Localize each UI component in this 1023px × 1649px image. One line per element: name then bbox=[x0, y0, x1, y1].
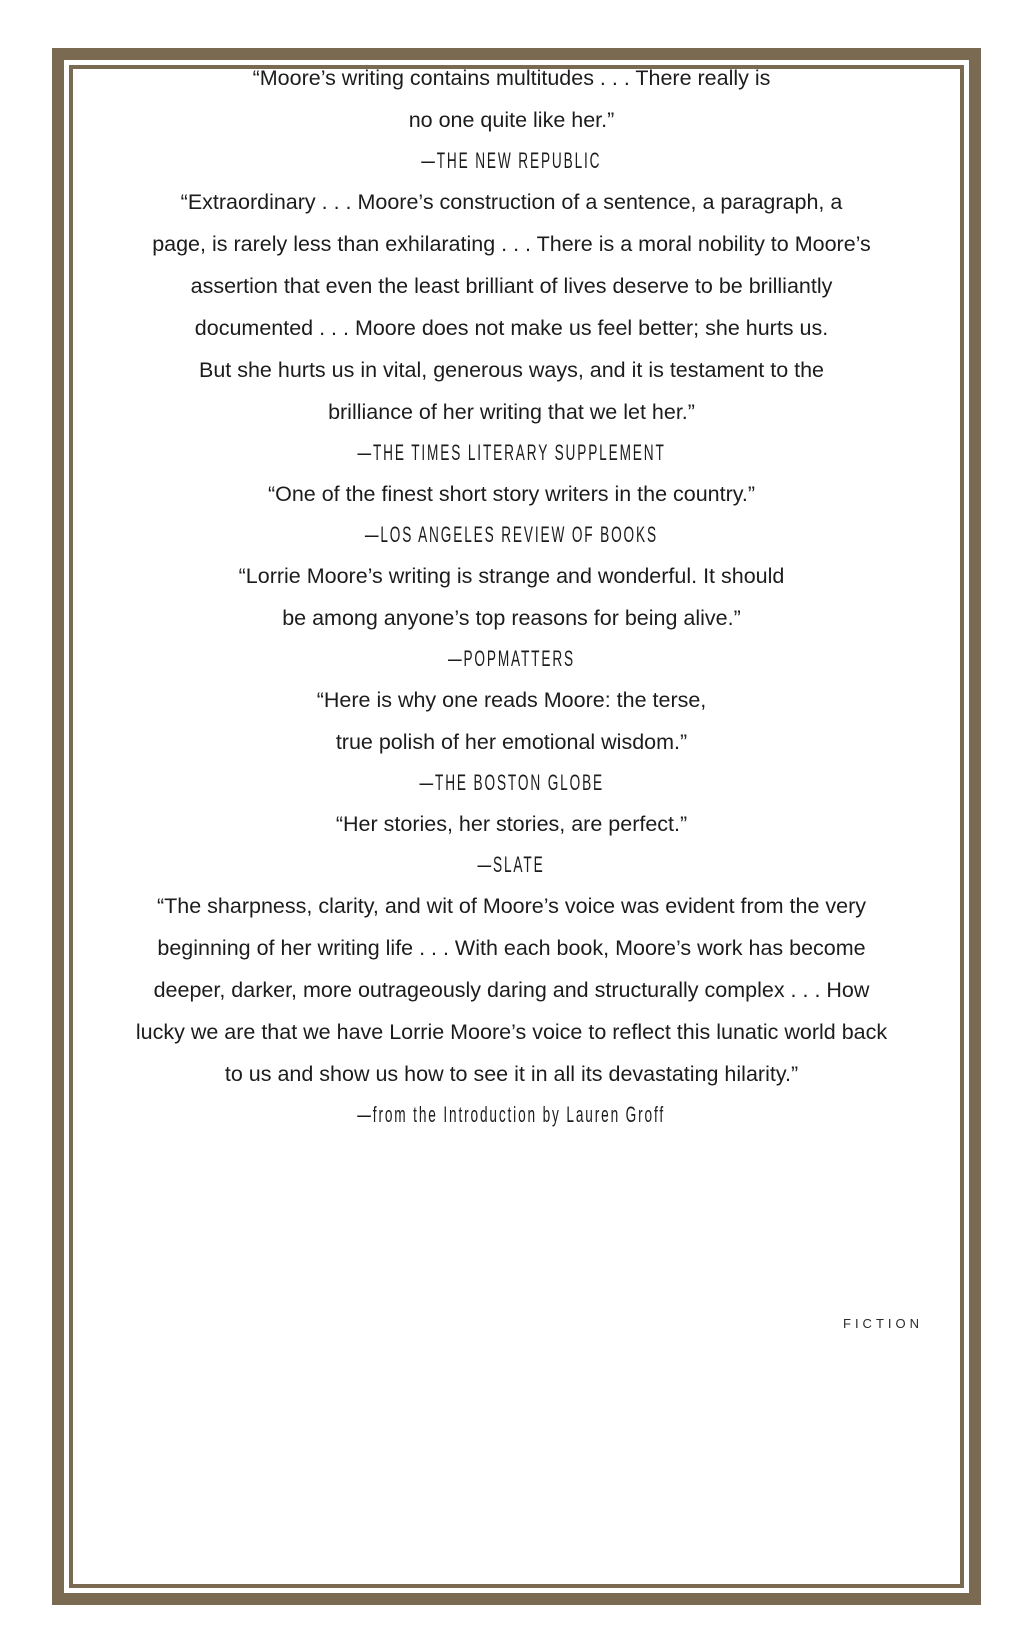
blurb-attribution: —THE BOSTON GLOBE bbox=[419, 770, 604, 795]
blurb-quote: “Here is why one reads Moore: the terse, true polish of her emotional wisdom.” bbox=[316, 688, 707, 754]
blurb-attribution: —from the Introduction by Lauren Groff bbox=[357, 1102, 666, 1127]
praise-section bbox=[60, 57, 963, 1135]
blurb-attribution: —POPMATTERS bbox=[447, 646, 576, 671]
blurb-times-literary-supplement bbox=[60, 181, 963, 473]
category-label: FICTION bbox=[843, 1316, 923, 1331]
blurb-attribution: —THE NEW REPUBLIC bbox=[421, 148, 602, 173]
blurb-popmatters bbox=[60, 555, 963, 679]
blurb-quote: “Moore’s writing contains multitudes . . . There really is no one quite like her.” bbox=[252, 66, 771, 132]
blurb-boston-globe bbox=[60, 679, 963, 803]
blurb-quote: “Extraordinary . . . Moore’s construction of a sentence, a paragraph, a page, is rarely less than exhilarating . . . There is a moral nobility to Moore’s assertion that even the least brilliant of lives deserve to be brilliantly documented . . . Moore does not make us feel better; she hurts us. But she hurts us in vital, generous ways, and it is testament to the brilliance of her writing that we let her.” bbox=[152, 190, 871, 424]
blurb-quote: “The sharpness, clarity, and wit of Moore’s voice was evident from the very beginning of her writing life . . . With each book, Moore’s work has become deeper, darker, more outrageously daring and structurally complex . . . How lucky we are that we have Lorrie Moore’s voice to reflect this lunatic world back to us and show us how to see it in all its devastating hilarity.” bbox=[135, 894, 888, 1086]
blurb-attribution: —SLATE bbox=[478, 852, 545, 877]
blurb-la-review-of-books bbox=[60, 473, 963, 555]
blurb-slate bbox=[60, 803, 963, 885]
blurb-quote: “One of the finest short story writers in the country.” bbox=[267, 482, 756, 506]
blurb-quote: “Lorrie Moore’s writing is strange and wonderful. It should be among anyone’s top reasons for being alive.” bbox=[238, 564, 785, 630]
blurb-quote: “Her stories, her stories, are perfect.” bbox=[335, 812, 688, 836]
blurb-introduction bbox=[60, 885, 963, 1135]
blurb-attribution: —THE TIMES LITERARY SUPPLEMENT bbox=[357, 440, 666, 465]
blurb-attribution: —LOS ANGELES REVIEW OF BOOKS bbox=[364, 522, 659, 547]
blurb-new-republic bbox=[60, 57, 963, 181]
